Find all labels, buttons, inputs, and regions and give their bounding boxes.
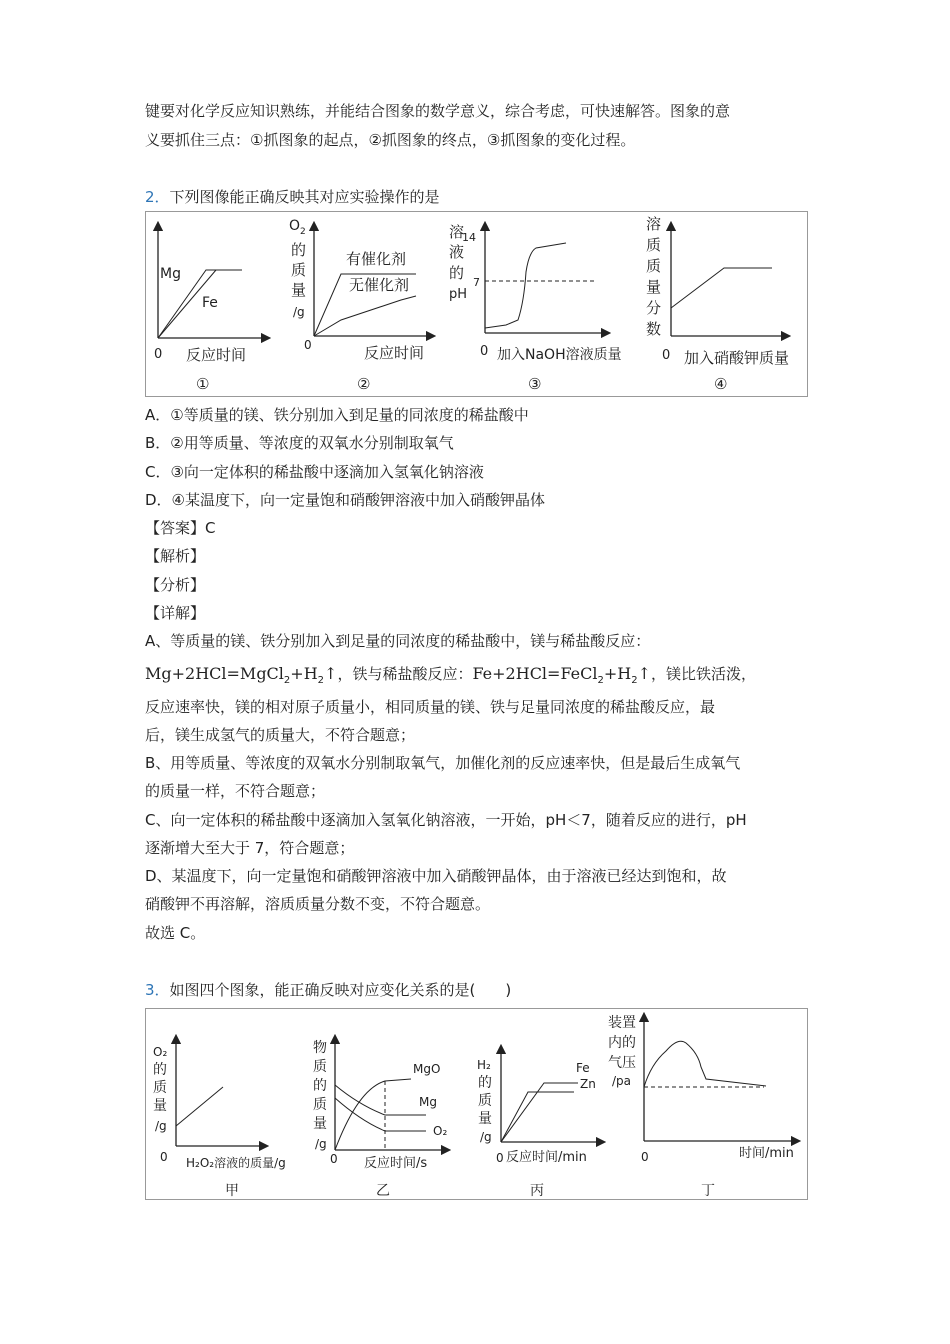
q2-b-line1: B、用等质量、等浓度的双氧水分别制取氧气，加催化剂的反应速率快，但是最后生成氧气 xyxy=(145,754,741,772)
fig3-ylabel-2: 液 xyxy=(449,243,465,261)
fig4-ylabel-2: 质 xyxy=(646,236,662,254)
q2-b-line2: 的质量一样，不符合题意； xyxy=(145,782,326,800)
fig2-caption: ② xyxy=(357,375,371,393)
q3-fig-jia xyxy=(153,1039,286,1199)
q3-figure-panel xyxy=(145,1008,808,1200)
bing-ylabel-5: /g xyxy=(480,1130,492,1144)
fig2-ylabel-unit: /g xyxy=(293,305,305,319)
fig1-mg-label: Mg xyxy=(160,266,181,282)
intro-line-2: 义要抓住三点：①抓图象的起点，②抓图象的终点，③抓图象的变化过程。 xyxy=(145,131,636,149)
yi-mg-label: Mg xyxy=(419,1095,437,1109)
fig3-caption: ③ xyxy=(528,375,542,393)
fig4-caption: ④ xyxy=(714,375,728,393)
fig2-s2-label: 无催化剂 xyxy=(349,276,410,294)
q2-conclusion: 故选 C。 xyxy=(145,924,206,942)
q3-fig-ding xyxy=(608,1014,796,1199)
yi-ylabel-4: 质 xyxy=(313,1097,327,1113)
q3-fig-bing xyxy=(477,1049,601,1199)
bing-ylabel-1: H₂ xyxy=(477,1058,491,1072)
q2-c-line2: 逐渐增大至大于 7，符合题意； xyxy=(145,839,355,857)
eq1-sub-cl: 2 xyxy=(283,675,291,686)
yi-ylabel-5: 量 xyxy=(313,1116,327,1132)
q2-a-line1: A、等质量的镁、铁分别加入到足量的同浓度的稀盐酸中，镁与稀盐酸反应： xyxy=(145,632,651,650)
yi-ylabel-6: /g xyxy=(315,1137,327,1151)
fig2-s1-label: 有催化剂 xyxy=(346,250,407,268)
q2-option-b: B．②用等质量、等浓度的双氧水分别制取氧气 xyxy=(145,434,454,452)
ding-origin: 0 xyxy=(641,1150,649,1164)
fig4-ylabel-6: 数 xyxy=(646,320,662,338)
fig2-ylabel-zhi: 质 xyxy=(291,261,307,279)
q2-fenxi: 【分析】 xyxy=(145,576,206,594)
q2-fig1 xyxy=(154,226,266,393)
jia-ylabel-4: 量 xyxy=(153,1098,167,1114)
fig3-xlabel: 加入NaOH溶液质量 xyxy=(497,347,622,363)
eq1-end: ↑ xyxy=(324,664,338,683)
ding-ylabel-4: /pa xyxy=(612,1074,632,1088)
fig2-xlabel: 反应时间 xyxy=(364,344,425,362)
fig4-ylabel-3: 质 xyxy=(646,257,662,275)
ding-curve xyxy=(644,1041,766,1087)
q2-xiangjie: 【详解】 xyxy=(145,604,206,622)
q2-number: 2． xyxy=(145,188,170,206)
jia-ylabel-5: /g xyxy=(155,1119,167,1133)
fig4-line xyxy=(671,268,772,308)
yi-o2-label: O₂ xyxy=(433,1124,448,1138)
q2-stem xyxy=(145,187,440,207)
yi-ylabel-3: 的 xyxy=(313,1078,327,1094)
q2-figure-panel xyxy=(145,211,808,397)
eq2-end: ↑ xyxy=(637,664,652,683)
q2-figures-svg xyxy=(146,212,807,396)
yi-ylabel-2: 质 xyxy=(313,1059,327,1075)
fig2-ylabel-sub: 2 xyxy=(300,227,306,237)
fig3-tick-14: 14 xyxy=(462,231,476,244)
ding-ylabel-1: 装置 xyxy=(608,1015,636,1031)
eq2-mid: +H xyxy=(603,664,632,683)
eq2-main: Fe+2HCl=FeCl xyxy=(472,664,598,683)
bing-ylabel-3: 质 xyxy=(478,1093,492,1109)
jia-ylabel-1: O₂ xyxy=(153,1045,168,1059)
q3-fig-yi xyxy=(313,1039,447,1199)
intro-line-1: 键要对化学反应知识熟练，并能结合图象的数学意义，综合考虑，可快速解答。图象的意 xyxy=(145,102,731,120)
q2-jiexi: 【解析】 xyxy=(145,547,206,565)
jia-line xyxy=(176,1087,223,1126)
fig2-ylabel-o: O xyxy=(289,218,301,234)
q3-stem xyxy=(145,980,511,1000)
jia-ylabel-2: 的 xyxy=(153,1062,167,1078)
eq2-sub-cl: 2 xyxy=(597,675,604,686)
jia-caption: 甲 xyxy=(225,1183,239,1199)
q2-option-c: C．③向一定体积的稀盐酸中逐滴加入氢氧化钠溶液 xyxy=(145,463,484,481)
jia-ylabel-3: 质 xyxy=(153,1080,167,1096)
bing-zn-label: Zn xyxy=(580,1077,596,1091)
ding-caption: 丁 xyxy=(701,1183,715,1199)
fig3-tick-7: 7 xyxy=(473,276,480,289)
q2-fig4 xyxy=(646,215,789,393)
q2-stem-text: 下列图像能正确反映其对应实验操作的是 xyxy=(169,188,440,206)
fig4-origin: 0 xyxy=(662,348,671,363)
bing-origin: 0 xyxy=(496,1151,504,1165)
q2-answer: 【答案】C xyxy=(145,519,216,537)
eq1-main: Mg+2HCl=MgCl xyxy=(145,664,284,683)
ding-ylabel-3: 气压 xyxy=(608,1055,636,1071)
yi-mg-curve xyxy=(335,1085,426,1115)
q2-a-line3: 反应速率快，镁的相对原子质量小，相同质量的镁、铁与足量同浓度的稀盐酸反应，最 xyxy=(145,698,716,716)
yi-mgo-label: MgO xyxy=(413,1062,441,1076)
eq1-sub-h: 2 xyxy=(317,675,325,686)
bing-caption: 丙 xyxy=(530,1183,544,1199)
q2-d-line1: D、某温度下，向一定量饱和硝酸钾溶液中加入硝酸钾晶体，由于溶液已经达到饱和，故 xyxy=(145,867,727,885)
bing-zn-line xyxy=(501,1092,574,1142)
q3-stem-text: 如图四个图象，能正确反映对应变化关系的是( ) xyxy=(169,981,512,999)
fig4-ylabel-1: 溶 xyxy=(646,215,662,233)
fig1-caption: ① xyxy=(196,375,210,393)
fig1-fe-label: Fe xyxy=(202,295,218,311)
q3-figures-svg xyxy=(146,1009,807,1199)
q2-fig2 xyxy=(289,218,431,393)
yi-caption: 乙 xyxy=(376,1183,390,1199)
eq1-mid: +H xyxy=(290,664,318,683)
q2-option-a: A．①等质量的镁、铁分别加入到足量的同浓度的稀盐酸中 xyxy=(145,406,529,424)
q3-number: 3． xyxy=(145,981,170,999)
fig3-ph-curve xyxy=(485,243,566,328)
q2-c-line1: C、向一定体积的稀盐酸中逐滴加入氢氧化钠溶液，一开始，pH＜7，随着反应的进行，pH xyxy=(145,811,747,829)
fig4-ylabel-5: 分 xyxy=(646,299,662,317)
q2-equation-line xyxy=(145,661,756,694)
fig1-xlabel: 反应时间 xyxy=(186,346,247,364)
fig2-ylabel-de: 的 xyxy=(291,241,307,259)
fig3-ylabel-3: 的 xyxy=(449,264,465,282)
yi-xlabel: 反应时间/s xyxy=(364,1156,428,1171)
ding-ylabel-2: 内的 xyxy=(608,1035,636,1051)
bing-xlabel: 反应时间/min xyxy=(506,1150,587,1165)
jia-origin: 0 xyxy=(160,1150,168,1164)
yi-origin: 0 xyxy=(330,1152,338,1166)
fig1-origin: 0 xyxy=(154,347,163,362)
eq-tail-text: ，镁比铁活泼， xyxy=(651,665,757,683)
jia-xlabel: H₂O₂溶液的质量/g xyxy=(186,1156,286,1170)
fig4-ylabel-4: 量 xyxy=(646,278,662,296)
fig4-xlabel: 加入硝酸钾质量 xyxy=(684,349,790,367)
bing-ylabel-2: 的 xyxy=(478,1075,492,1091)
fig3-ylabel-4: pH xyxy=(449,287,468,302)
q2-d-line2: 硝酸钾不再溶解，溶质质量分数不变，不符合题意。 xyxy=(145,895,491,913)
q2-a-line4: 后，镁生成氢气的质量大，不符合题意； xyxy=(145,726,416,744)
fig2-origin: 0 xyxy=(304,338,312,352)
bing-ylabel-4: 量 xyxy=(478,1111,492,1127)
fig2-ylabel-liang: 量 xyxy=(291,281,307,299)
yi-ylabel-1: 物 xyxy=(313,1040,327,1056)
q2-fig3 xyxy=(449,223,622,393)
eq-mid-text: ，铁与稀盐酸反应： xyxy=(337,665,473,683)
ding-xlabel: 时间/min xyxy=(739,1146,794,1161)
fig3-ylabel-1: 溶 xyxy=(449,223,465,241)
q2-option-d: D．④某温度下，向一定量饱和硝酸钾溶液中加入硝酸钾晶体 xyxy=(145,491,546,509)
bing-fe-label: Fe xyxy=(576,1061,590,1075)
fig3-origin: 0 xyxy=(480,344,489,359)
eq2-sub-h: 2 xyxy=(631,675,638,686)
